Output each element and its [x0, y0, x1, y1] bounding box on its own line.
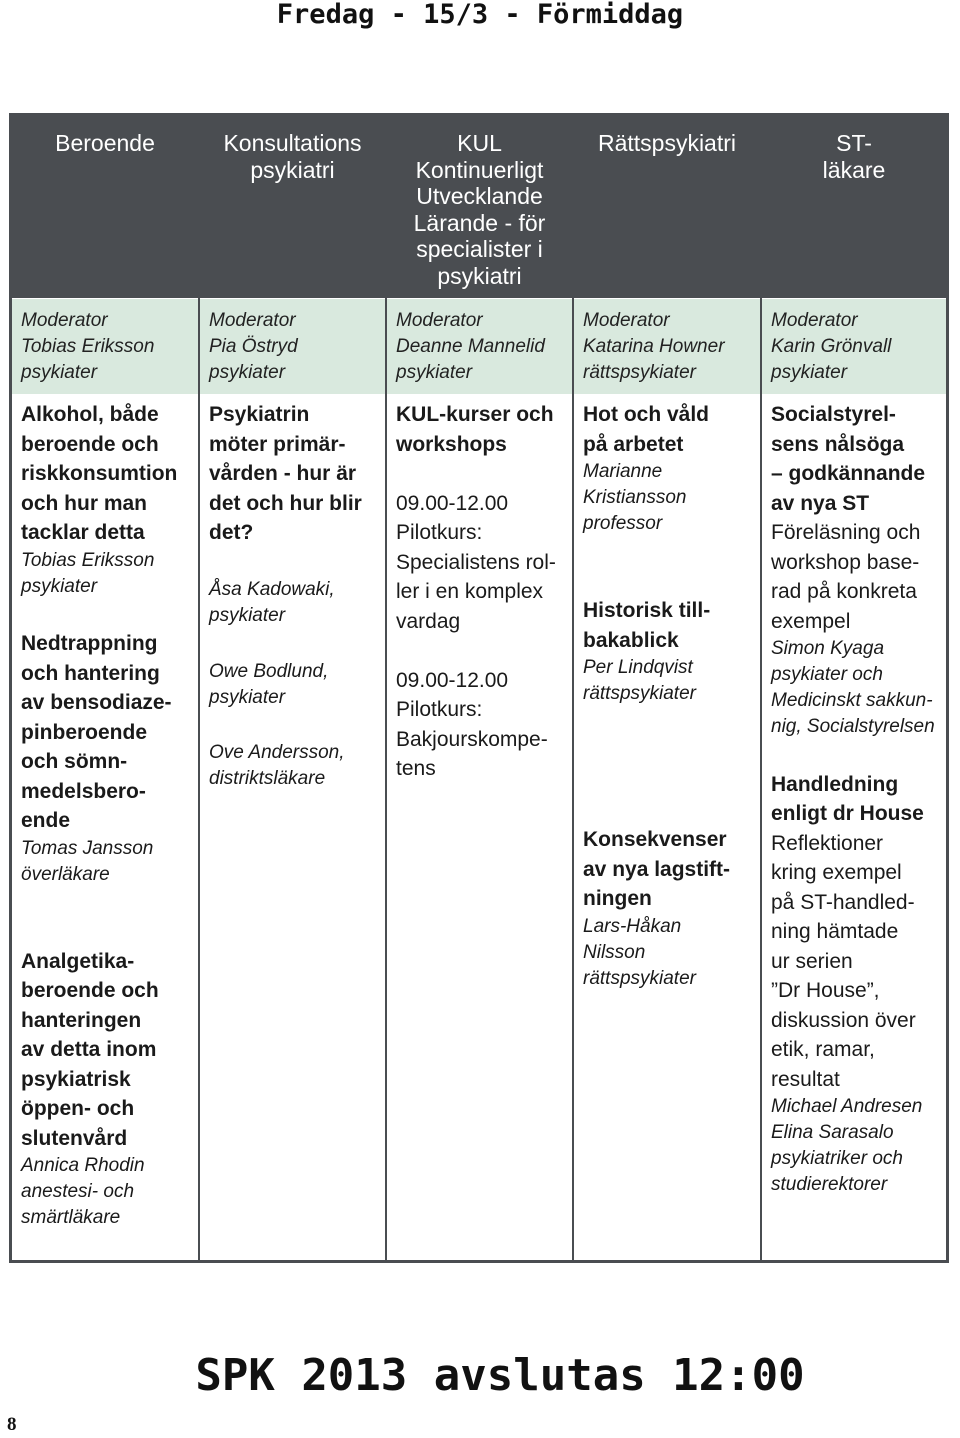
spacer [21, 917, 192, 947]
column-header-line: Kontinuerligt [415, 156, 544, 183]
session-detail-line: etik, ramar, [771, 1038, 875, 1061]
speaker-line: distriktsläkare [209, 768, 326, 789]
session-title-line: möter primär- [209, 432, 346, 456]
session-detail-line: workshop base- [771, 550, 920, 574]
speaker-line: Annica Rhodin [21, 1155, 145, 1176]
speaker-line: Owe Bodlund, [209, 660, 329, 682]
session-title-line: Handledning [771, 772, 899, 796]
moderator-label: Moderator [209, 310, 296, 331]
session-title-line: beroende och [21, 432, 159, 456]
speaker-line: nig, Socialstyrelsen [771, 716, 935, 737]
session-title-line: bakablick [583, 628, 679, 652]
spacer [21, 600, 192, 630]
spacer [21, 888, 192, 918]
spacer [209, 629, 379, 659]
session-detail-line: 09.00-12.00 [396, 491, 509, 515]
closing-note: SPK 2013 avslutas 12:00 [195, 1350, 805, 1401]
column-body [200, 394, 385, 1260]
session-detail-line: ”Dr House”, [771, 979, 880, 1002]
moderator-line: rättspsykiater [583, 362, 696, 383]
speaker-line: Medicinskt sakkun- [771, 690, 933, 711]
column-beroende [12, 116, 200, 1260]
speaker-line: Tomas Jansson [21, 837, 154, 859]
column-header-line: specialister i [416, 236, 543, 262]
moderator-line: Karin Grönvall [771, 336, 892, 357]
session-title-line: det? [209, 521, 254, 544]
session-title-line: Analgetika- [21, 949, 135, 973]
speaker-line: Nilsson [583, 941, 646, 963]
session-detail-line: på ST-handled- [771, 890, 915, 914]
speaker-line: Simon Kyaga [771, 638, 885, 659]
speaker-line: Åsa Kadowaki, [209, 579, 335, 600]
schedule-table [9, 113, 949, 1263]
session-title-line: Socialstyrel- [771, 403, 896, 426]
session-detail-line: kring exempel [771, 861, 902, 884]
session-detail-line: vardag [396, 609, 461, 633]
session-title-line: slutenvård [21, 1126, 128, 1150]
session-title-line: tacklar detta [21, 521, 145, 544]
speaker-line: professor [583, 513, 663, 534]
session-title-line: workshops [396, 432, 507, 456]
moderator-label: Moderator [771, 310, 858, 331]
column-header-line: Utvecklande [416, 183, 543, 209]
session-title-line: psykiatrisk [21, 1067, 131, 1091]
speaker-line: Lars-Håkan [583, 915, 682, 937]
column-body [762, 394, 946, 1260]
column-header-line: Konsultations [223, 130, 362, 156]
session-title-line: beroende och [21, 979, 159, 1002]
moderator-line: psykiater [771, 362, 848, 383]
moderator-line: psykiater [396, 362, 473, 383]
moderator-line: Deanne Mannelid [396, 336, 545, 357]
column-header-line: KUL [457, 130, 502, 156]
session-title-line: hanteringen [21, 1008, 142, 1032]
column-rattspsykiatri [574, 116, 762, 1260]
spacer [583, 537, 754, 567]
column-body [387, 394, 572, 1260]
session-title-line: enligt dr House [771, 802, 924, 825]
column-header [12, 116, 198, 299]
session-title-line: pinberoende [21, 720, 148, 744]
session-title-line: av nya ST [771, 491, 870, 515]
spacer [583, 737, 754, 767]
session-title-line: det och hur blir [209, 491, 362, 515]
session-detail-line: Specialistens rol- [396, 550, 556, 574]
session-detail-line: Reflektioner [771, 831, 884, 855]
column-header-line: ST- [836, 130, 872, 156]
session-detail-line: diskussion över [771, 1008, 916, 1032]
moderator-line: Katarina Howner [583, 336, 725, 357]
moderator-label: Moderator [396, 310, 483, 331]
speaker-line: smärtläkare [21, 1207, 121, 1228]
moderator-label: Moderator [21, 310, 108, 331]
session-title-line: riskkonsumtion [21, 462, 178, 485]
spacer [396, 459, 566, 489]
spacer [583, 707, 754, 737]
moderator-label: Moderator [583, 310, 670, 331]
speaker-line: rättspsykiater [583, 967, 696, 989]
session-title-line: ende [21, 809, 71, 832]
moderator-band [387, 299, 572, 394]
session-title-line: av nya lagstift- [583, 857, 731, 881]
moderator-band [12, 299, 198, 394]
session-detail-line: Pilotkurs: [396, 698, 483, 721]
session-title-line: öppen- och [21, 1097, 135, 1120]
session-title-line: Alkohol, både [21, 403, 159, 426]
session-detail-line: ning hämtade [771, 920, 899, 943]
spacer [396, 636, 566, 666]
speaker-line: Elina Sarasalo [771, 1122, 894, 1143]
session-title-line: på arbetet [583, 432, 684, 456]
session-title-line: av bensodiaze- [21, 691, 172, 714]
session-detail-line: resultat [771, 1067, 840, 1091]
speaker-line: rättspsykiater [583, 683, 696, 704]
session-title-line: medelsbero- [21, 779, 146, 803]
spacer [583, 567, 754, 597]
spacer [209, 711, 379, 741]
session-title-line: Psykiatrin [209, 403, 310, 426]
speaker-line: psykiater [209, 605, 286, 626]
speaker-line: Ove Andersson, [209, 742, 345, 763]
session-detail-line: rad på konkreta [771, 580, 917, 603]
column-konsultationspsykiatri [200, 116, 387, 1260]
session-detail-line: ur serien [771, 949, 853, 973]
spacer [209, 548, 379, 578]
speaker-line: studierektorer [771, 1174, 888, 1195]
spacer [771, 740, 940, 770]
session-title-line: KUL-kurser och [396, 403, 554, 426]
session-detail-line: tens [396, 757, 436, 780]
moderator-band [574, 299, 760, 394]
column-header-line: psykiatri [250, 157, 335, 183]
session-detail-line: ler i en komplex [396, 580, 544, 603]
column-kul [387, 116, 574, 1260]
moderator-line: psykiater [209, 362, 286, 383]
spacer [583, 796, 754, 826]
moderator-band [762, 299, 946, 394]
column-body [574, 394, 760, 1260]
page-number: 8 [7, 1414, 17, 1435]
session-title-line: och hur man [21, 491, 148, 515]
session-title-line: Konsekvenser [583, 828, 727, 851]
column-header-line: Beroende [55, 130, 155, 156]
speaker-line: Tobias Eriksson [21, 549, 155, 571]
column-header-line: Lärande - för [413, 209, 546, 236]
moderator-line: Pia Östryd [209, 336, 298, 357]
column-header [574, 116, 760, 299]
moderator-line: Tobias Eriksson [21, 336, 155, 357]
session-title-line: vården - hur är [209, 462, 357, 485]
session-title-line: sens nålsöga [771, 432, 905, 456]
speaker-line: psykiater och [771, 664, 883, 685]
speaker-line: överläkare [21, 863, 110, 885]
session-title-line: och hantering [21, 661, 160, 685]
column-header-line: läkare [822, 157, 886, 183]
session-detail-line: 09.00-12.00 [396, 668, 509, 692]
speaker-line: psykiater [209, 686, 286, 708]
session-title-line: Historisk till- [583, 599, 711, 622]
speaker-line: Per Lindqvist [583, 657, 693, 678]
column-header [387, 116, 572, 299]
session-title-line: – godkännande [771, 462, 926, 485]
moderator-band [200, 299, 385, 394]
speaker-line: Marianne [583, 461, 663, 482]
session-title-line: av detta inom [21, 1038, 157, 1061]
session-title-line: Nedtrappning [21, 632, 158, 655]
speaker-line: anestesi- och [21, 1181, 135, 1202]
column-body [12, 394, 198, 1260]
speaker-line: Michael Andresen [771, 1096, 923, 1117]
speaker-line: psykiatriker och [771, 1148, 903, 1169]
column-st-lakare [762, 116, 946, 1260]
session-detail-line: Pilotkurs: [396, 521, 483, 544]
page-title: Fredag - 15/3 - Förmiddag [276, 0, 684, 30]
speaker-line: psykiater [21, 575, 98, 597]
column-header [762, 116, 946, 299]
session-detail-line: exempel [771, 609, 851, 633]
spacer [583, 766, 754, 796]
column-header-line: psykiatri [437, 262, 522, 289]
session-detail-line: Bakjourskompe- [396, 727, 548, 751]
session-title-line: Hot och våld [583, 403, 710, 426]
session-title-line: och sömn- [21, 750, 128, 773]
session-detail-line: Föreläsning och [771, 521, 921, 544]
speaker-line: Kristiansson [583, 487, 687, 508]
session-title-line: ningen [583, 887, 652, 910]
column-header [200, 116, 385, 299]
moderator-line: psykiater [21, 362, 98, 383]
column-header-line: Rättspsykiatri [597, 130, 737, 156]
